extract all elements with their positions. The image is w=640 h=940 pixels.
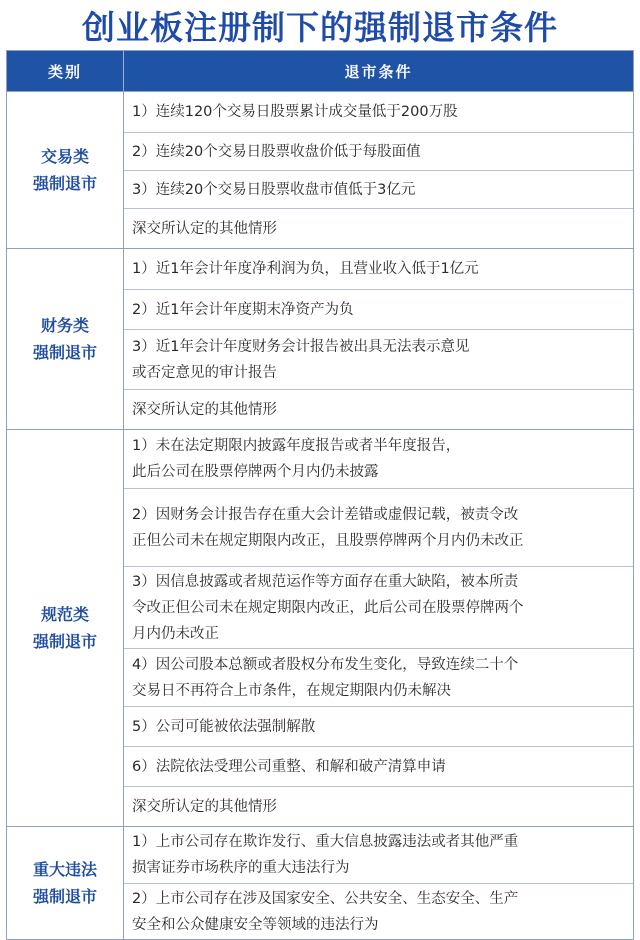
condition-row: 3）近1年会计年度财务会计报告被出具无法表示意见 或否定意见的审计报告 (124, 329, 633, 389)
condition-row: 5）公司可能被依法强制解散 (124, 706, 633, 746)
condition-row: 6）法院依法受理公司重整、和解和破产清算申请 (124, 746, 633, 786)
header-category: 类别 (7, 51, 124, 91)
category-line1: 重大违法 (32, 860, 97, 879)
condition-row: 3）因信息披露或者规范运作等方面存在重大缺陷，被本所责 令改正但公司未在规定期限内改正，此后公司在股票停牌两个 月内仍未改正 (124, 566, 633, 648)
group-regulatory (7, 429, 633, 826)
group-financial (7, 248, 633, 429)
category-cell (7, 827, 124, 939)
category-cell (7, 430, 124, 826)
condition-row: 1）近1年会计年度净利润为负，且营业收入低于1亿元 (132, 261, 479, 277)
category-line2: 强制退市 (32, 887, 97, 906)
page-title: 创业板注册制下的强制退市条件 (82, 7, 558, 47)
category-cell (7, 249, 124, 429)
category-line2: 强制退市 (32, 343, 97, 362)
table-header (7, 51, 633, 91)
condition-row: 2）上市公司存在涉及国家安全、公共安全、生态安全、生产 安全和公众健康安全等领域的违法行为 (124, 883, 633, 939)
condition-row: 1）上市公司存在欺诈发行、重大信息披露违法或者其他严重 损害证券市场秩序的重大违法行为 (132, 834, 519, 876)
condition-row: 深交所认定的其他情形 (124, 389, 633, 429)
group-major-violation (7, 826, 633, 939)
condition-row: 2）近1年会计年度期末净资产为负 (124, 289, 633, 329)
category-line1: 规范类 (40, 605, 89, 624)
category-line1: 财务类 (40, 316, 89, 335)
category-line1: 交易类 (40, 147, 89, 166)
category-line2: 强制退市 (32, 632, 97, 651)
condition-row: 1）未在法定期限内披露年度报告或者半年度报告， 此后公司在股票停牌两个月内仍未披露 (132, 438, 461, 480)
condition-row: 2）连续20个交易日股票收盘价低于每股面值 (124, 132, 633, 170)
group-trading (7, 91, 633, 248)
category-cell (7, 92, 124, 248)
condition-row: 1）连续120个交易日股票累计成交量低于200万股 (132, 104, 458, 120)
condition-row: 3）连续20个交易日股票收盘市值低于3亿元 (124, 170, 633, 208)
header-conditions: 退市条件 (344, 62, 413, 81)
condition-row: 深交所认定的其他情形 (124, 786, 633, 826)
condition-row: 4）因公司股本总额或者股权分布发生变化，导致连续二十个 交易日不再符合上市条件，在规定期限内仍未解决 (124, 648, 633, 706)
condition-row: 2）因财务会计报告存在重大会计差错或虚假记载，被责令改 正但公司未在规定期限内改正，且股票停牌两个月内仍未改正 (124, 488, 633, 566)
delisting-conditions-table (6, 50, 634, 940)
category-line2: 强制退市 (32, 174, 97, 193)
condition-row: 深交所认定的其他情形 (124, 208, 633, 248)
